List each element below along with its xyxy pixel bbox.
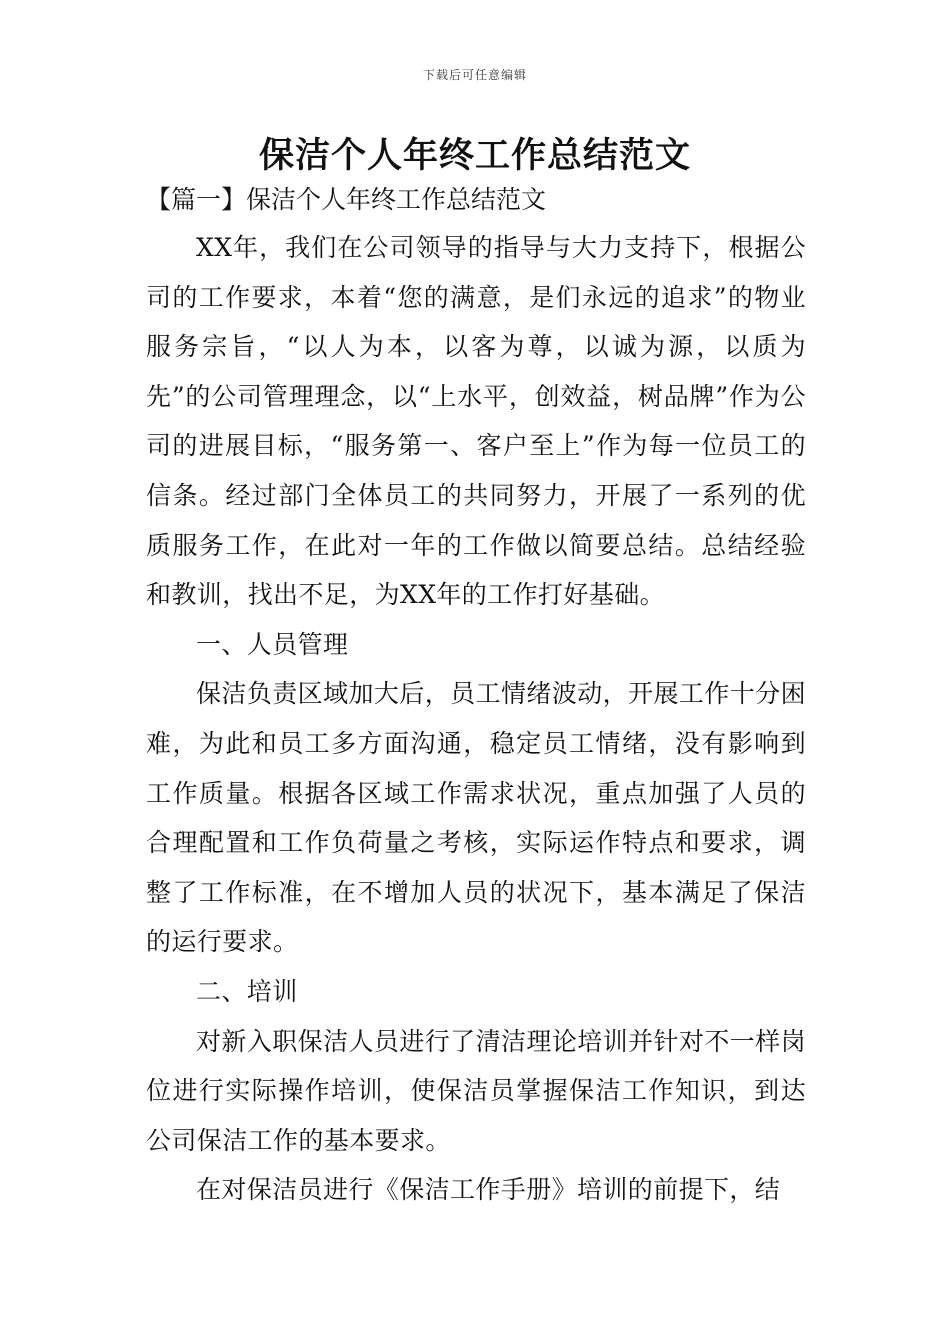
paragraph-training-continued: 在对保洁员进行《保洁工作手册》培训的前提下，结 xyxy=(196,1175,781,1205)
document-title: 保洁个人年终工作总结范文 xyxy=(258,136,691,176)
document-body xyxy=(146,223,806,1215)
subheading-personnel-management: 一、人员管理 xyxy=(196,629,349,659)
section-heading: 【篇一】保洁个人年终工作总结范文 xyxy=(146,185,547,214)
subheading-training: 二、培训 xyxy=(196,976,298,1006)
paragraph-personnel-management: 保洁负责区域加大后，员工情绪波动，开展工作十分困难，为此和员工多方面沟通，稳定员工情绪，没有影响到工作质量。根据各区域工作需求状况，重点加强了人员的合理配置和工作负荷量之考核，实际运作特点和要求，调整了工作标准，在不增加人员的状况下，基本满足了保洁的运行要求。 xyxy=(146,679,806,957)
paragraph-intro: XX年，我们在公司领导的指导与大力支持下，根据公司的工作要求，本着“您的满意，是们永远的追求”的物业服务宗旨，“以人为本，以客为尊，以诚为源，以质为先”的公司管理理念，以“上水平，创效益，树品牌”作为公司的进展目标，“服务第一、客户至上”作为每一位员工的信条。经过部门全体员工的共同努力，开展了一系列的优质服务工作，在此对一年的工作做以简要总结。总结经验和教训，找出不足，为XX年的工作打好基础。 xyxy=(146,233,806,610)
header-note: 下载后可任意编辑 xyxy=(422,68,527,82)
paragraph-training: 对新入职保洁人员进行了清洁理论培训并针对不一样岗位进行实际操作培训，使保洁员掌握保洁工作知识，到达公司保洁工作的基本要求。 xyxy=(146,1026,806,1155)
